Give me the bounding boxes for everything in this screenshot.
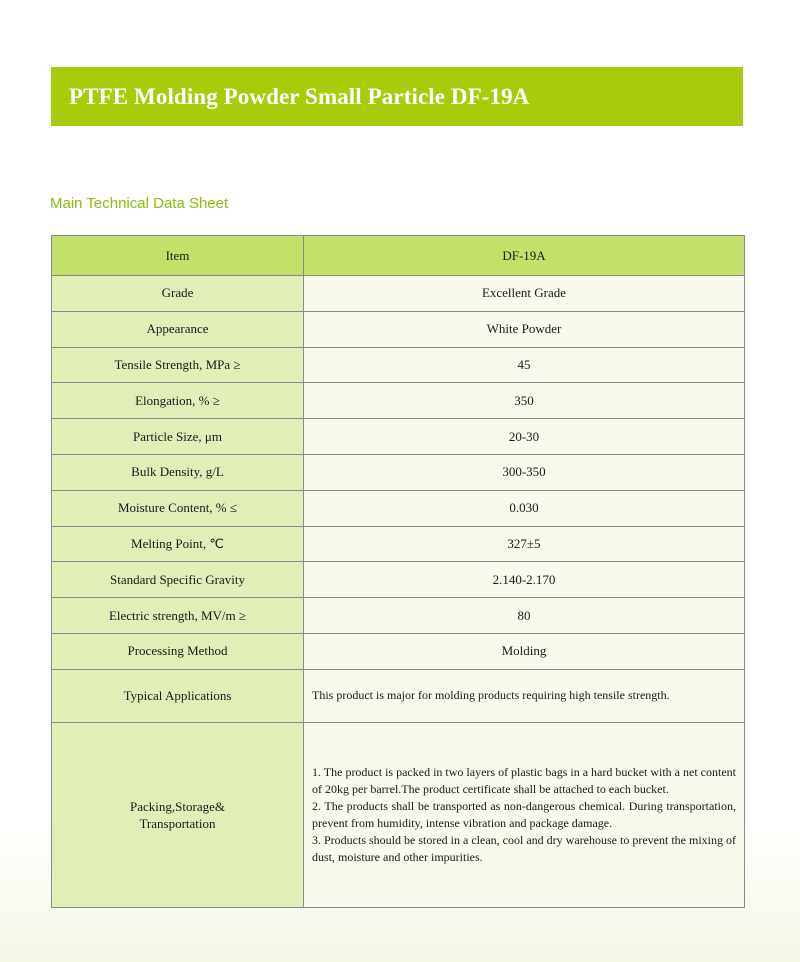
row-value-typical-applications: This product is major for molding products requiring high tensile strength. xyxy=(304,669,745,722)
table-row xyxy=(52,526,745,562)
row-value-electric-strength: 80 xyxy=(304,598,745,634)
row-item-moisture-content: Moisture Content, % ≤ xyxy=(52,490,304,526)
technical-data-table xyxy=(51,235,745,908)
row-value-processing-method: Molding xyxy=(304,633,745,669)
row-item-processing-method: Processing Method xyxy=(52,633,304,669)
row-item-typical-applications: Typical Applications xyxy=(52,669,304,722)
row-item-particle-size: Particle Size, μm xyxy=(52,419,304,455)
row-value-specific-gravity: 2.140-2.170 xyxy=(304,562,745,598)
packing-item-line: Transportation xyxy=(139,815,216,831)
row-value-melting-point: 327±5 xyxy=(304,526,745,562)
table-row xyxy=(52,562,745,598)
table-row xyxy=(52,633,745,669)
row-item-melting-point: Melting Point, ℃ xyxy=(52,526,304,562)
title-banner xyxy=(51,67,743,126)
packing-item-line: Packing,Storage& xyxy=(130,798,225,814)
row-item-tensile-strength: Tensile Strength, MPa ≥ xyxy=(52,347,304,383)
table-row xyxy=(52,454,745,490)
row-item-electric-strength: Electric strength, MV/m ≥ xyxy=(52,598,304,634)
table-row xyxy=(52,598,745,634)
page-title: PTFE Molding Powder Small Particle DF-19A xyxy=(69,83,530,109)
table-row xyxy=(52,347,745,383)
table-row xyxy=(52,311,745,347)
row-value-appearance: White Powder xyxy=(304,311,745,347)
row-item-elongation: Elongation, % ≥ xyxy=(52,383,304,419)
row-value-elongation: 350 xyxy=(304,383,745,419)
packing-note: 3. Products should be stored in a clean, cool and dry warehouse to prevent the mixing of dust, moisture and other impurities. xyxy=(312,832,736,864)
row-value-moisture-content: 0.030 xyxy=(304,490,745,526)
section-title: Main Technical Data Sheet xyxy=(50,195,229,212)
row-value-grade: Excellent Grade xyxy=(304,276,745,312)
table-row xyxy=(52,490,745,526)
table-row xyxy=(52,669,745,722)
row-value-bulk-density: 300-350 xyxy=(304,454,745,490)
row-item-bulk-density: Bulk Density, g/L xyxy=(52,454,304,490)
row-item-packing-storage xyxy=(52,722,304,907)
column-header-value: DF-19A xyxy=(304,236,745,276)
packing-notes xyxy=(312,764,736,866)
row-value-particle-size: 20-30 xyxy=(304,419,745,455)
packing-note: 2. The products shall be transported as non-dangerous chemical. During transportation, prevent from humidity, intense vibration and package damage. xyxy=(312,798,736,830)
table-row xyxy=(52,419,745,455)
row-value-packing-storage xyxy=(304,722,745,907)
row-item-specific-gravity: Standard Specific Gravity xyxy=(52,562,304,598)
table-row xyxy=(52,383,745,419)
row-item-grade: Grade xyxy=(52,276,304,312)
table-row xyxy=(52,276,745,312)
row-value-tensile-strength: 45 xyxy=(304,347,745,383)
column-header-item: Item xyxy=(52,236,304,276)
table-row xyxy=(52,722,745,907)
row-item-appearance: Appearance xyxy=(52,311,304,347)
packing-note: 1. The product is packed in two layers of plastic bags in a hard bucket with a net content of 20kg per barrel.The product certificate shall be attached to each bucket. xyxy=(312,764,736,796)
table-header-row xyxy=(52,236,745,276)
